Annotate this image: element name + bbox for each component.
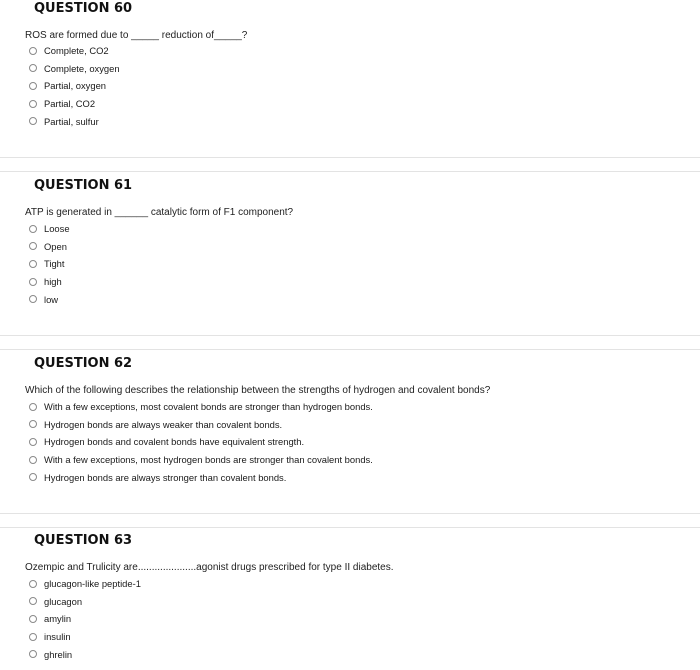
question-63-options [29,575,141,663]
question-60-text: ROS are formed due to _____ reduction of_____? [25,30,248,41]
option-label[interactable]: Hydrogen bonds are always weaker than covalent bonds. [44,418,283,430]
radio-button[interactable] [29,633,37,641]
question-60-option-3[interactable] [29,77,120,95]
option-label[interactable]: glucagon-like peptide-1 [44,578,141,590]
radio-button[interactable] [29,260,37,268]
radio-button[interactable] [29,278,37,286]
option-label[interactable]: With a few exceptions, most covalent bonds are stronger than hydrogen bonds. [44,401,373,413]
radio-button[interactable] [29,64,37,72]
question-63-option-5[interactable] [29,645,141,663]
question-62-option-2[interactable] [29,416,373,434]
question-divider [0,157,700,158]
question-61-title: QUESTION 61 [34,178,133,193]
radio-button[interactable] [29,456,37,464]
radio-button[interactable] [29,615,37,623]
radio-button[interactable] [29,100,37,108]
question-divider [0,335,700,336]
option-label[interactable]: insulin [44,631,71,643]
question-63-option-2[interactable] [29,593,141,611]
radio-button[interactable] [29,403,37,411]
question-60-options [29,42,120,130]
radio-button[interactable] [29,473,37,481]
question-63-option-4[interactable] [29,628,141,646]
option-label[interactable]: high [44,276,62,288]
option-label[interactable]: Partial, CO2 [44,98,96,110]
question-62-option-4[interactable] [29,451,373,469]
question-60-title: QUESTION 60 [34,1,133,16]
option-label[interactable]: Partial, oxygen [44,80,107,92]
option-label[interactable]: Complete, oxygen [44,62,120,74]
radio-button[interactable] [29,242,37,250]
question-61-option-2[interactable] [29,238,70,256]
radio-button[interactable] [29,420,37,428]
question-62-title: QUESTION 62 [34,356,133,371]
option-label[interactable]: With a few exceptions, most hydrogen bonds are stronger than covalent bonds. [44,454,373,466]
question-61-option-3[interactable] [29,255,70,273]
radio-button[interactable] [29,82,37,90]
question-63-text: Ozempic and Trulicity are.....................agonist drugs prescribed for type II diabetes. [25,562,394,573]
question-63-option-1[interactable] [29,575,141,593]
option-label[interactable]: amylin [44,613,72,625]
option-label[interactable]: low [44,293,59,305]
option-label[interactable]: Hydrogen bonds are always stronger than covalent bonds. [44,471,287,483]
question-61-option-5[interactable] [29,290,70,308]
question-60-option-1[interactable] [29,42,120,60]
question-63-title: QUESTION 63 [34,533,133,548]
question-divider [0,171,700,172]
option-label[interactable]: Open [44,240,67,252]
option-label[interactable]: Hydrogen bonds and covalent bonds have equivalent strength. [44,436,305,448]
question-62-text: Which of the following describes the relationship between the strengths of hydrogen and covalent bonds? [25,385,491,396]
question-62-option-5[interactable] [29,468,373,486]
radio-button[interactable] [29,597,37,605]
question-divider [0,349,700,350]
question-63-option-3[interactable] [29,610,141,628]
radio-button[interactable] [29,438,37,446]
question-62-options [29,398,373,486]
option-label[interactable]: Partial, sulfur [44,115,99,127]
question-60-option-4[interactable] [29,95,120,113]
question-62-option-3[interactable] [29,433,373,451]
question-60-option-5[interactable] [29,112,120,130]
question-62-option-1[interactable] [29,398,373,416]
radio-button[interactable] [29,650,37,658]
option-label[interactable]: ghrelin [44,648,73,660]
option-label[interactable]: Complete, CO2 [44,45,109,57]
radio-button[interactable] [29,47,37,55]
question-divider [0,513,700,514]
option-label[interactable]: glucagon [44,595,83,607]
question-divider [0,527,700,528]
radio-button[interactable] [29,117,37,125]
question-61-option-1[interactable] [29,220,70,238]
option-label[interactable]: Tight [44,258,65,270]
question-61-option-4[interactable] [29,273,70,291]
radio-button[interactable] [29,580,37,588]
question-60-option-2[interactable] [29,60,120,78]
radio-button[interactable] [29,225,37,233]
question-61-options [29,220,70,308]
question-61-text: ATP is generated in ______ catalytic form of F1 component? [25,207,294,218]
radio-button[interactable] [29,295,37,303]
option-label[interactable]: Loose [44,223,70,235]
